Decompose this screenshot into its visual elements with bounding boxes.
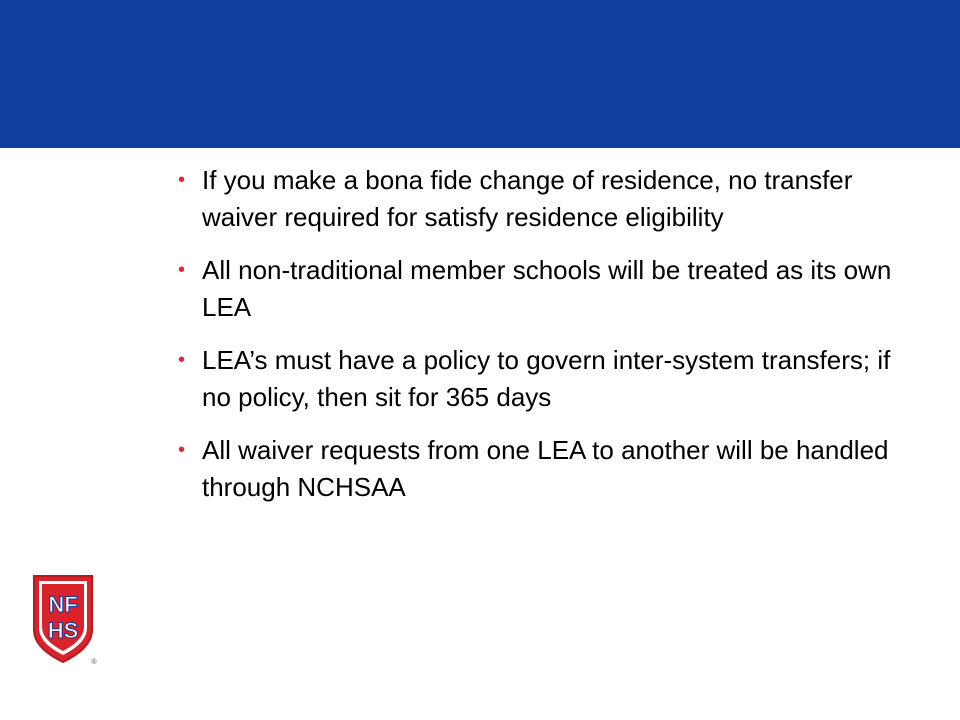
bullet-list: [176, 162, 896, 522]
header-band: [0, 0, 960, 148]
svg-text:HS: HS: [47, 618, 79, 643]
nfhs-logo: [30, 572, 100, 668]
bullet-item: [176, 252, 896, 326]
bullet-dot-icon: •: [178, 439, 186, 461]
bullet-item: [176, 162, 896, 236]
bullet-dot-icon: •: [178, 169, 186, 191]
bullet-item: [176, 342, 896, 416]
bullet-dot-icon: •: [178, 349, 186, 371]
bullet-text: LEA’s must have a policy to govern inter-system transfers; if no policy, then sit for 365 days: [202, 345, 891, 412]
bullet-text: All waiver requests from one LEA to another will be handled through NCHSAA: [202, 435, 889, 502]
bullet-text: If you make a bona fide change of residence, no transfer waiver required for satisfy residence eligibility: [202, 165, 853, 232]
bullet-dot-icon: •: [178, 259, 186, 281]
bullet-item: [176, 432, 896, 506]
svg-text:®: ®: [91, 659, 97, 666]
svg-text:NF: NF: [48, 592, 78, 617]
bullet-text: All non-traditional member schools will be treated as its own LEA: [202, 255, 892, 322]
